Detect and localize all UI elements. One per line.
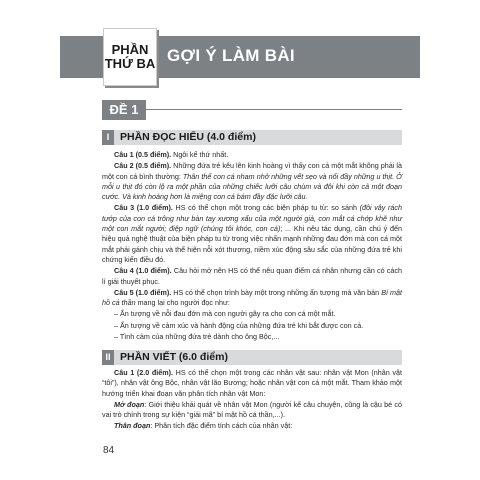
part-label-line2: THỨ BA — [104, 56, 156, 71]
mo-doan — [102, 400, 402, 421]
answer-text: HS có thể chọn trình bày một trong những ấn tượng mà văn bản — [171, 287, 382, 297]
answer-quote: (đôi vây rách tướp của con cá trông như bàn tay xương xẩu của một người già, con mắt cá chớp khẽ như một con mắt người; điệp ngữ (chúng tôi khóc, con cá) — [102, 203, 402, 234]
answer-text: : Phân tích đặc điểm tính cách của nhân vật: — [150, 421, 293, 431]
section-reading-header — [102, 130, 402, 145]
page-title: GỢI Ý LÀM BÀI — [167, 46, 295, 65]
part-label-line1: PHẦN — [111, 42, 149, 57]
answer-quote: Thân thể con cá nham nhở những vết sẹo và nổi đầy những u thịt. Ở mỗi u thịt đó còn lộ ra một phần của những chiếc lưỡi câu chùm và đôi khi còn cả một đoạn cước. Và kinh hoàng hơn là miệng con cá bám đầy đặc lưỡi câu. — [102, 171, 402, 202]
than-doan — [102, 421, 402, 431]
bullet-item: – Tình cảm của những đứa trẻ dành cho ông Bộc,... — [114, 332, 280, 342]
answer-cau4 — [102, 266, 402, 287]
section-title: PHẦN ĐỌC HIỂU (4.0 điểm) — [120, 131, 256, 143]
exam-heading — [102, 100, 402, 120]
section-number: I — [102, 130, 114, 145]
answer-cau1-writing — [102, 368, 402, 399]
answer-cau3 — [102, 203, 402, 265]
answer-label: Câu 3 (1.0 điểm). — [114, 203, 173, 213]
answer-label: Câu 4 (1.0 điểm). — [114, 266, 172, 276]
page-number: 84 — [103, 445, 115, 456]
exam-divider — [146, 109, 402, 110]
answer-text: Những đứa trẻ kêu lên kinh hoàng vì thấy con cá một mắt không phải là một con cá bình thường: — [102, 161, 402, 181]
answer-cau1 — [102, 150, 402, 160]
section-reading-content — [102, 150, 402, 343]
bullet-item: – Ấn tượng về cảm xúc và hành động của những đứa trẻ khi bắt được con cá. — [114, 320, 364, 330]
answer-label: Thân đoạn — [114, 421, 151, 431]
section-number: II — [102, 350, 114, 365]
exam-badge: ĐỀ 1 — [102, 100, 146, 120]
answer-label: Câu 1 (2.0 điểm). — [114, 368, 174, 377]
answer-text: Câu hỏi mở nên HS có thể nêu quan điểm cá nhân nhưng cần có cách lí giải thuyết phục. — [102, 266, 402, 286]
answer-text: : Giới thiệu khái quát về nhân vật Mon (người kể câu chuyện, cũng là cậu bé có vai trò chính trong sự kiện “giải mã” bí mật hồ cá thần,...). — [102, 399, 402, 420]
answer-cau2 — [102, 161, 402, 202]
answer-cau5 — [102, 288, 402, 309]
answer-quote: Bí mật hồ cá thần — [102, 287, 402, 308]
answer-text: Ngôi kể thứ nhất. — [171, 150, 229, 159]
answer-text: HS có thể chọn một trong các biện pháp tu từ: so sánh — [172, 203, 360, 213]
section-title: PHẦN VIẾT (6.0 điểm) — [120, 351, 228, 363]
answer-text: HS có thể chọn một trong các nhân vật sau: nhân vật Mon (nhân vật “tôi”), nhân vật ông Bộc, nhân vật lão Bương; hoặc nhân vật con cá một mắt. Tham khảo một hướng triển khai đoạn văn phân tích nhân vật Mon: — [102, 368, 402, 398]
section-writing-header — [102, 350, 402, 365]
part-label-box — [103, 28, 157, 86]
section-writing-content — [102, 368, 402, 433]
answer-label: Câu 2 (0.5 điểm). — [114, 161, 172, 171]
bullet-item: – Ấn tượng về nỗi đau đớn mà con người gây ra cho con cá một mắt. — [114, 309, 336, 319]
answer-label: Câu 5 (1.0 điểm). — [114, 287, 172, 297]
answer-label: Câu 1 (0.5 điểm). — [114, 150, 172, 159]
answer-text: mang lại cho người đọc như: — [135, 298, 230, 308]
answer-label: Mở đoạn — [114, 399, 145, 409]
answer-text: ; ... Khi nêu tác dụng, cần chú ý đến hiệu quả nghệ thuật của biện pháp tu từ trong việc nhấn mạnh những đau đớn mà con cá một mắt phải gánh chịu và thể hiện nỗi xót thương, niềm xúc động sâu sắc của những đứa trẻ khi chứng kiến điều đó. — [102, 224, 402, 264]
